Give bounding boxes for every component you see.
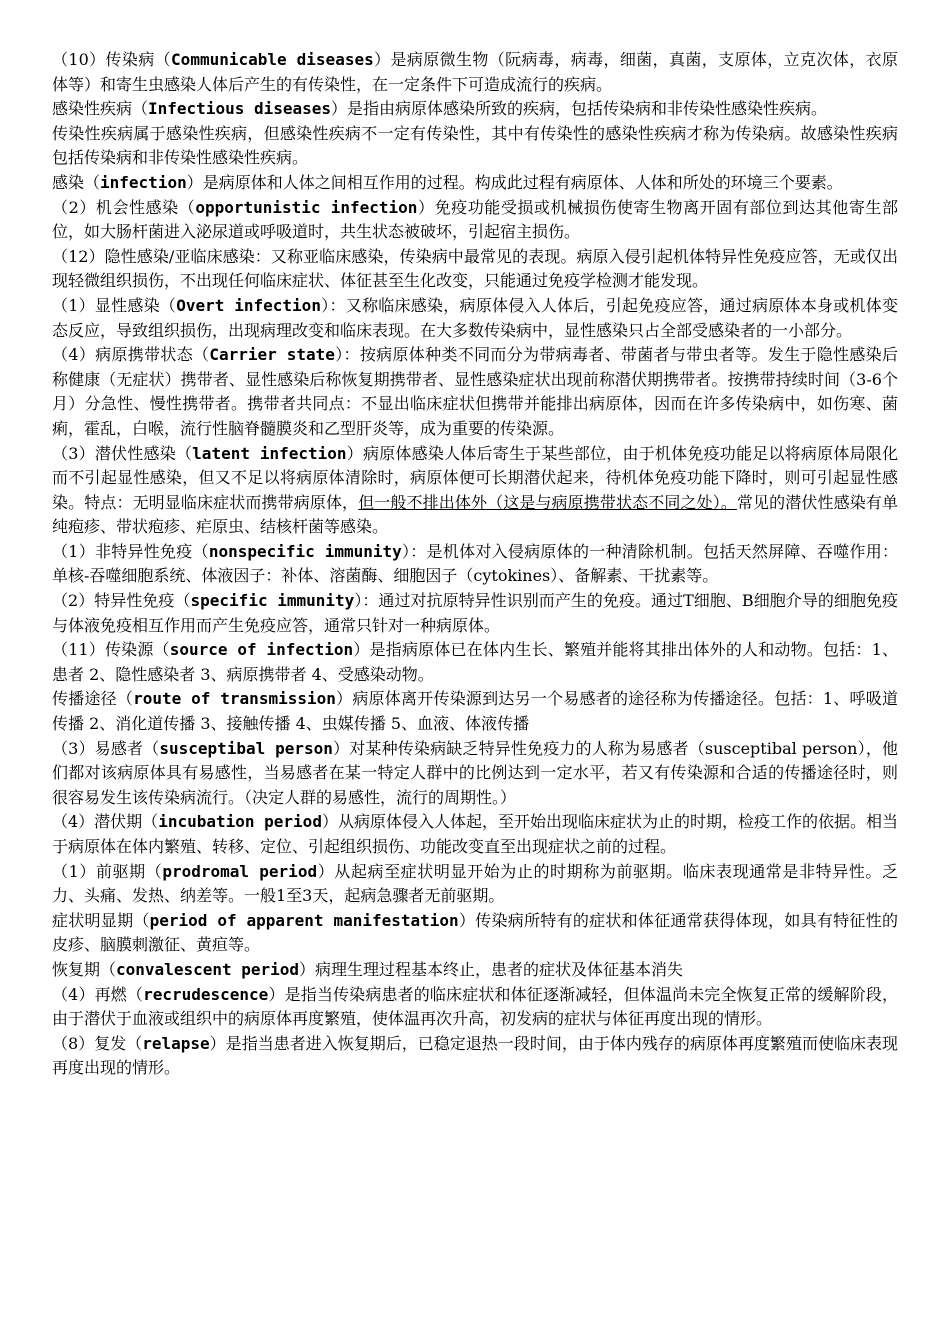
text-segment: （1）前驱期（: [52, 861, 163, 881]
paragraph: [52, 442, 898, 540]
english-term: relapse: [142, 1033, 210, 1053]
text-segment: 恢复期（: [52, 959, 117, 979]
english-term: source of infection: [169, 640, 354, 660]
text-segment: ）传染病所特有的症状和体征通常获得体现，如具有特征性的皮疹、脑膜刺激征、黄疸等。: [52, 910, 898, 955]
english-term: Communicable diseases: [171, 50, 374, 69]
text-segment: （11）传染源（: [52, 640, 170, 660]
english-term: recrudescence: [143, 984, 269, 1004]
english-term: opportunistic infection: [195, 197, 418, 217]
english-term: Infectious diseases: [148, 99, 332, 119]
english-term: Overt infection: [176, 295, 321, 315]
paragraph: [52, 589, 898, 638]
paragraph: [52, 245, 898, 294]
text-segment: ）是指当传染病患者的临床症状和体征逐渐减轻，但体温尚未完全恢复正常的缓解阶段，由于潜伏于血液或组织中的病原体再度繁殖，使体温再次升高，初发病的症状与体征再度出现的情形。: [52, 984, 898, 1029]
paragraph: [52, 810, 898, 859]
paragraph: [52, 294, 898, 343]
text-segment: （4）再燃（: [52, 984, 144, 1004]
paragraph: [52, 122, 898, 171]
paragraph: [52, 737, 898, 811]
paragraph: [52, 860, 898, 909]
text-segment: ）病理生理过程基本终止，患者的症状及体征基本消失: [299, 959, 684, 979]
text-segment: ）：又称临床感染，病原体侵入人体后，引起免疫应答，通过病原体本身或机体变态反应，导致组织损伤，出现病理改变和临床表现。在大多数传染病中，显性感染只占全部受感染者的一小部分。: [52, 295, 898, 340]
english-term: convalescent period: [116, 959, 300, 979]
paragraph: [52, 48, 898, 97]
text-segment: ）对某种传染病缺乏特异性免疫力的人称为易感者（susceptibal person），他们都对该病原体具有易感性，当易感者在某一特定人群中的比例达到一定水平，若又有传染源和合适的传播途径时，则很容易发生该传染病流行。（决定人群的易感性，流行的周期性。）: [52, 738, 898, 807]
text-segment: （3）潜伏性感染（: [52, 443, 193, 463]
text-segment: 传染性疾病属于感染性疾病，但感染性疾病不一定有传染性，其中有传染性的感染性疾病才称为传染病。故感染性疾病包括传染病和非传染性感染性疾病。: [52, 123, 898, 168]
english-term: latent infection: [192, 443, 347, 463]
text-segment: 常见的潜伏性感染有单纯疱疹、带状疱疹、疟原虫、结核杆菌等感染。: [52, 492, 898, 537]
paragraph: [52, 1032, 898, 1081]
paragraph: [52, 909, 898, 958]
text-segment: ）病原体离开传染源到达另一个易感者的途径称为传播途径。包括：1、呼吸道传播 2、消化道传播 3、接触传播 4、虫媒传播 5、血液、体液传播: [52, 689, 898, 734]
text-segment: （8）复发（: [52, 1033, 143, 1053]
text-segment: 感染（: [52, 172, 101, 192]
paragraph: [52, 343, 898, 441]
paragraph: [52, 983, 898, 1032]
paragraph: [52, 171, 898, 196]
text-segment: （1）显性感染（: [52, 295, 177, 315]
english-term: specific immunity: [190, 591, 355, 611]
text-segment: （12）隐性感染/亚临床感染：又称亚临床感染，传染病中最常见的表现。病原入侵引起机体特异性免疫应答，无或仅出现轻微组织损伤，不出现任何临床症状、体征甚至生化改变，只能通过免疫学检测才能发现。: [52, 246, 898, 291]
text-segment: 症状明显期（: [52, 910, 150, 930]
text-segment: （3）易感者（: [52, 738, 160, 758]
english-term: nonspecific immunity: [208, 541, 402, 561]
paragraph: [52, 687, 898, 736]
text-segment: ）病原体感染人体后寄生于某些部位，由于机体免疫功能足以将病原体局限化而不引起显性感染，但又不足以将病原体清除时，病原体便可长期潜伏起来，待机体免疫功能下降时，则可引起显性感染。特点：无明显临床症状而携带病原体，: [52, 443, 899, 512]
paragraph: [52, 97, 898, 122]
english-term: period of apparent manifestation: [149, 910, 459, 930]
text-segment: ）：按病原体种类不同而分为带病毒者、带菌者与带虫者等。发生于隐性感染后称健康（无症状）携带者、显性感染后称恢复期携带者、显性感染症状出现前称潜伏期携带者。按携带持续时间（3-6个月）分急性、慢性携带者。携带者共同点：不显出临床症状但携带并能排出病原体，因而在许多传染病中，如伤寒、菌痢，霍乱，白喉，流行性脑脊髓膜炎和乙型肝炎等，成为重要的传染源。: [52, 345, 898, 438]
paragraph: [52, 958, 898, 983]
text-segment: ）是指由病原体感染所致的疾病，包括传染病和非传染性感染性疾病。: [331, 99, 828, 119]
paragraph: [52, 540, 898, 589]
underlined-text: 但一般不排出体外（这是与病原携带状态不同之处）。: [358, 492, 737, 512]
english-term: prodromal period: [162, 861, 318, 881]
text-segment: ）是指病原体已在体内生长、繁殖并能将其排出体外的人和动物。包括：1、患者 2、隐性感染者 3、病原携带者 4、受感染动物。: [52, 640, 898, 684]
text-segment: （2）特异性免疫（: [52, 591, 191, 611]
text-segment: ）：通过对抗原特异性识别而产生的免疫。通过T细胞、B细胞介导的细胞免疫与体液免疫相互作用而产生免疫应答，通常只针对一种病原体。: [52, 591, 898, 635]
paragraph: [52, 196, 898, 245]
text-segment: 感染性疾病（: [52, 99, 149, 119]
text-segment: （1）非特异性免疫（: [52, 541, 209, 561]
text-segment: ）：是机体对入侵病原体的一种清除机制。包括天然屏障、吞噬作用：单核-吞噬细胞系统、体液因子：补体、溶菌酶、细胞因子（cytokines）、备解素、干扰素等。: [52, 541, 898, 586]
text-segment: ）是病原微生物（阮病毒，病毒，细菌，真菌，支原体，立克次体，衣原体等）和寄生虫感染人体后产生的有传染性，在一定条件下可造成流行的疾病。: [52, 50, 898, 94]
text-segment: （2）机会性感染（: [52, 197, 196, 217]
text-segment: 传播途径（: [52, 689, 134, 709]
text-segment: ）从病原体侵入人体起，至开始出现临床症状为止的时期，检疫工作的依据。相当于病原体在体内繁殖、转移、定位、引起组织损伤、功能改变直至出现症状之前的过程。: [52, 812, 898, 856]
text-segment: ）是病原体和人体之间相互作用的过程。构成此过程有病原体、人体和所处的环境三个要素。: [186, 172, 843, 192]
text-segment: ）是指当患者进入恢复期后，已稳定退热一段时间，由于体内残存的病原体再度繁殖而使临床表现再度出现的情形。: [52, 1033, 898, 1078]
text-segment: （4）病原携带状态（: [52, 345, 210, 365]
paragraph: [52, 638, 898, 687]
english-term: infection: [100, 172, 187, 192]
text-segment: （10）传染病（: [52, 50, 172, 69]
english-term: route of transmission: [133, 689, 336, 709]
english-term: incubation period: [158, 812, 322, 832]
english-term: susceptibal person: [159, 738, 333, 758]
text-segment: （4）潜伏期（: [52, 812, 159, 832]
text-segment: ）免疫功能受损或机械损伤使寄生物离开固有部位到达其他寄生部位，如大肠杆菌进入泌尿道或呼吸道时，共生状态被破坏，引起宿主损伤。: [52, 197, 898, 242]
english-term: Carrier state: [209, 345, 335, 365]
text-segment: ）从起病至症状明显开始为止的时期称为前驱期。临床表现通常是非特异性。乏力、头痛、发热、纳差等。一般1至3天，起病急骤者无前驱期。: [52, 861, 898, 906]
